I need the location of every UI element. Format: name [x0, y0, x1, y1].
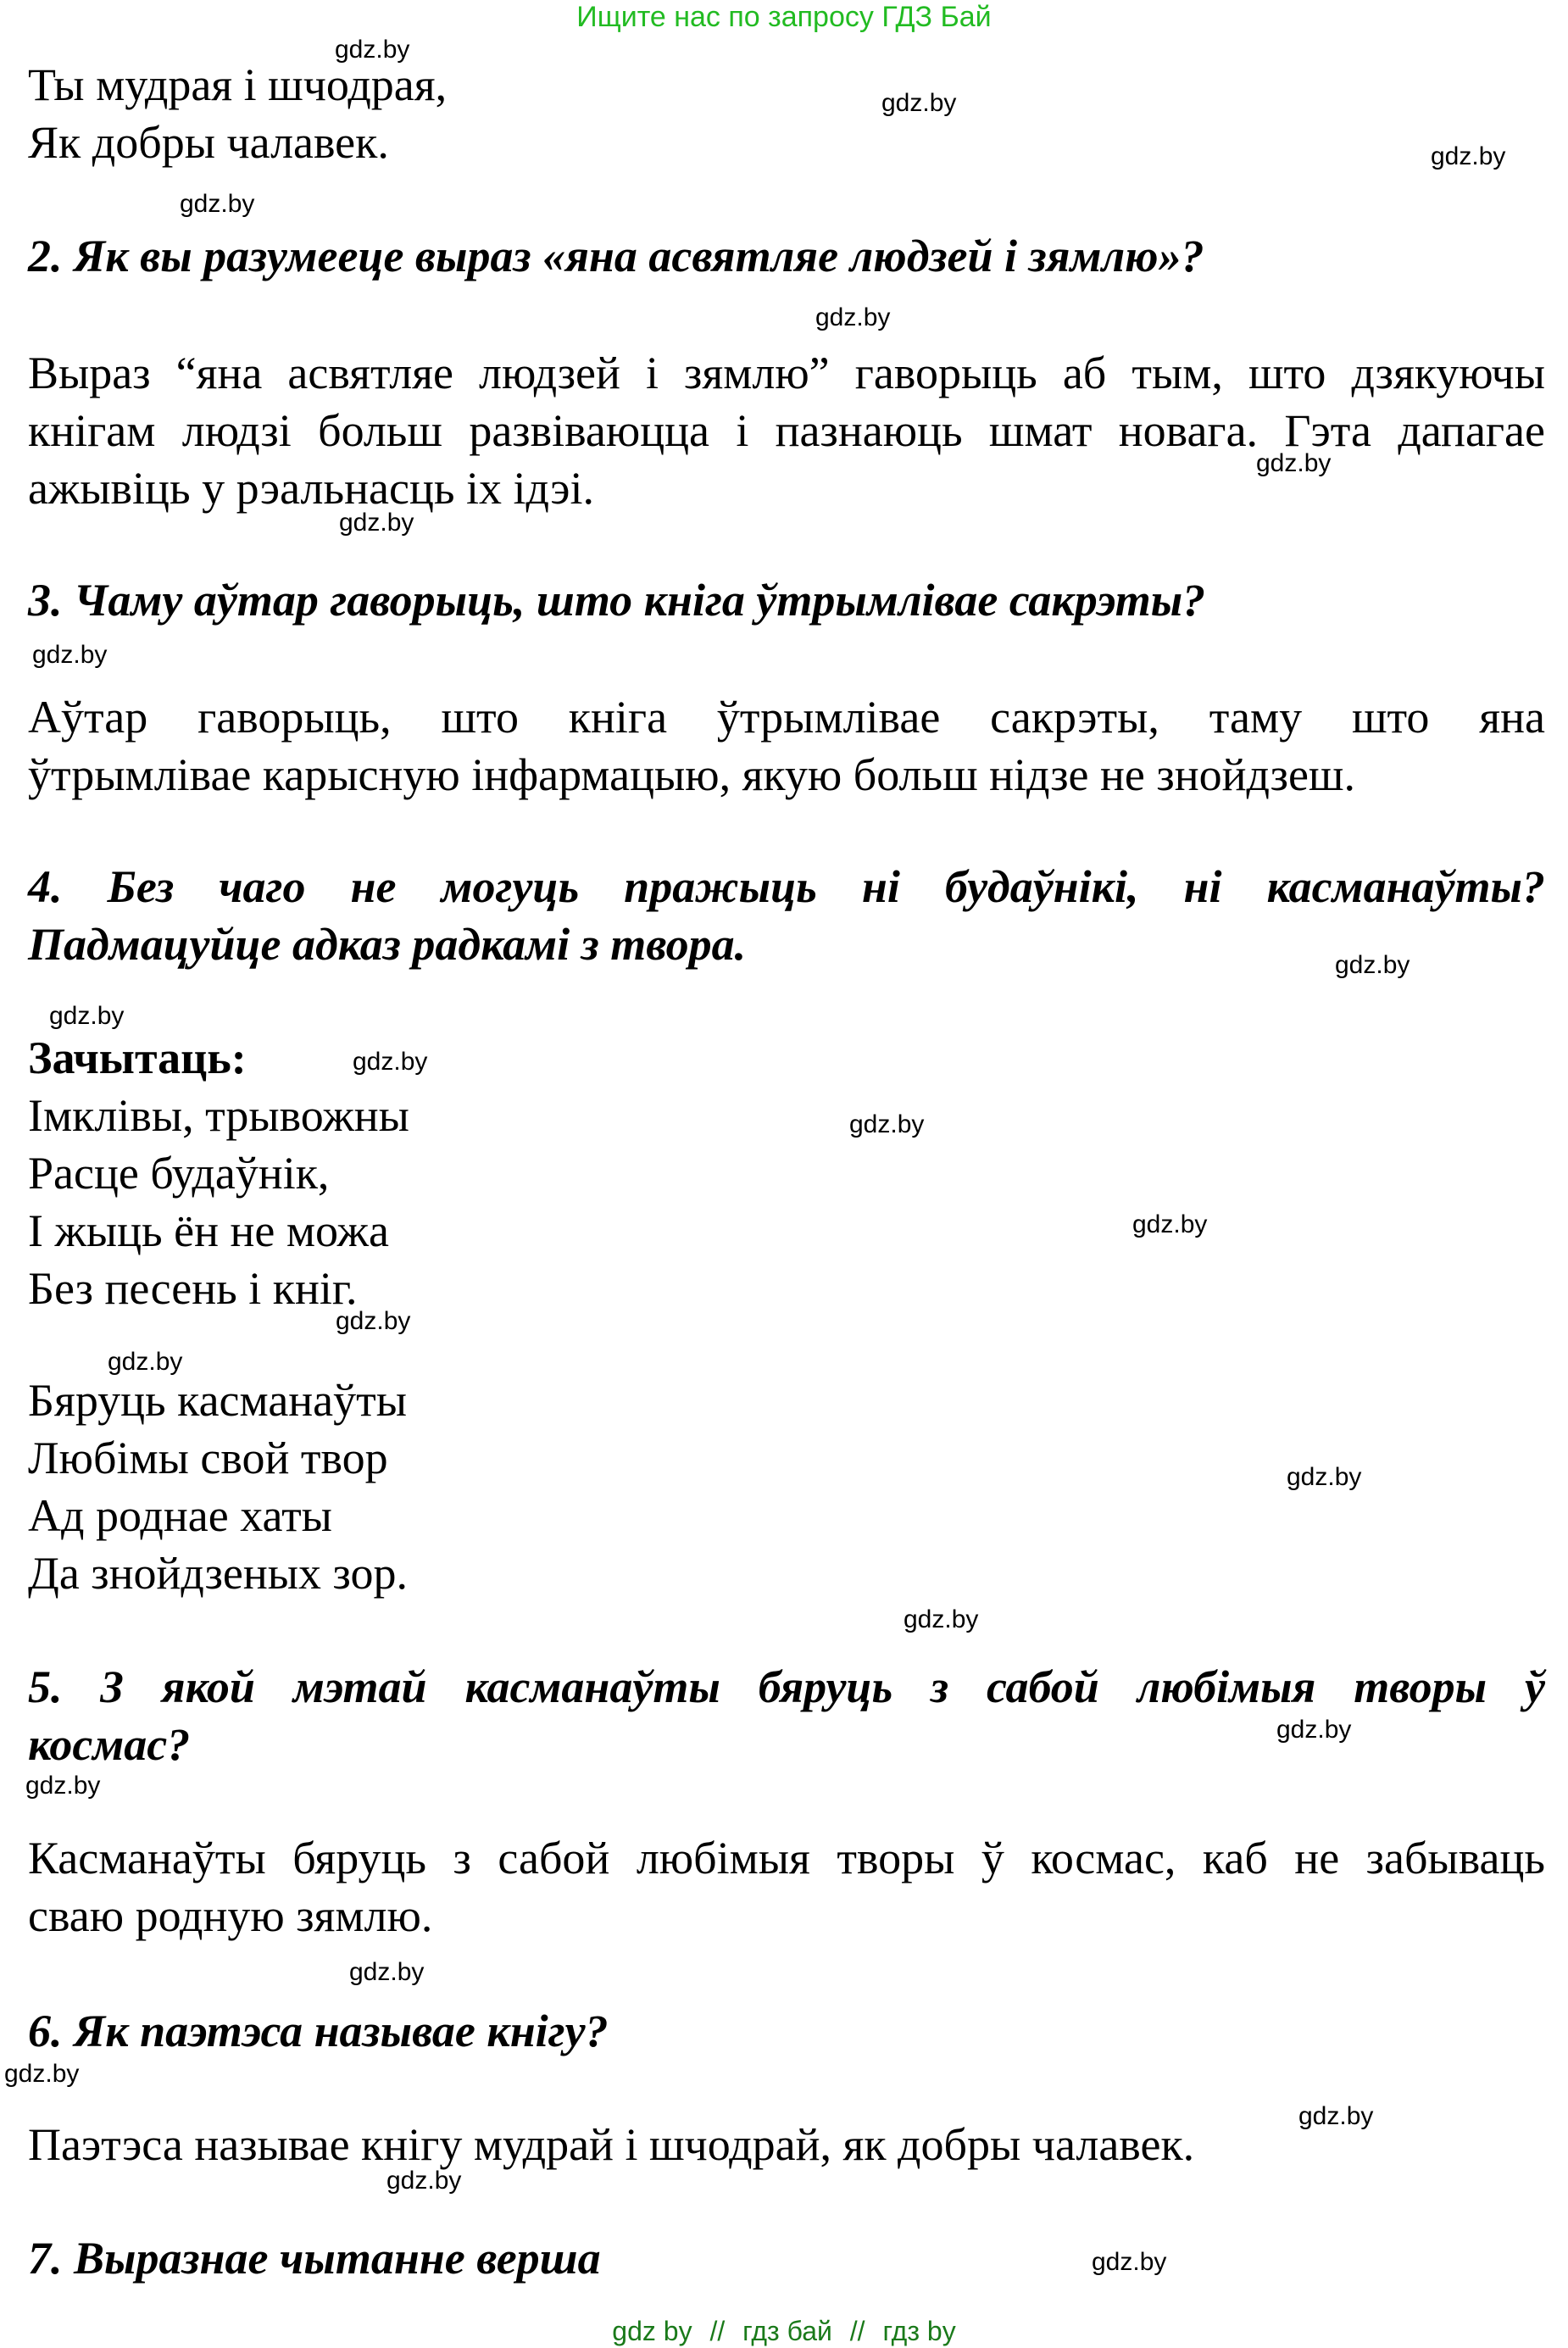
watermark: gdz.by	[180, 190, 255, 218]
answer-3	[28, 688, 1545, 804]
watermark: gdz.by	[815, 303, 891, 331]
watermark: gdz.by	[49, 1002, 125, 1030]
poem-line: Расце будаўнік,	[28, 1148, 330, 1199]
answer-line: сваю родную зямлю.	[28, 1890, 433, 1941]
poem-line: Ты мудрая і шчодрая,	[28, 59, 448, 110]
watermark: gdz.by	[1132, 1210, 1208, 1238]
answer-line: ўтрымлівае карысную інфармацыю, якую больш нідзе не знойдзеш.	[28, 749, 1355, 800]
poem-line: Любімы свой твор	[28, 1433, 388, 1483]
question-2: 2. Як вы разумееце выраз «яна асвятляе людзей і зямлю»?	[28, 231, 1204, 281]
poem-line: Бяруць касманаўты	[28, 1375, 408, 1426]
answer-line: Аўтар гаворыць, што кніга ўтрымлівае сакрэты, таму што яна	[28, 692, 1545, 743]
watermark: gdz.by	[849, 1110, 925, 1138]
watermark: gdz.by	[1431, 142, 1506, 170]
read-label: Зачытаць:	[28, 1032, 247, 1083]
watermark: gdz.by	[1256, 449, 1332, 477]
watermark: gdz.by	[25, 1772, 101, 1800]
question-line: 4. Без чаго не могуць пражыць ні будаўнікі, ні касманаўты?	[28, 861, 1545, 912]
watermark: gdz.by	[1287, 1463, 1362, 1491]
footer-link-gdz-by-2[interactable]: гдз by	[882, 2316, 956, 2346]
question-line: 5. З якой мэтай касманаўты бяруць з сабой любімыя творы ў	[28, 1661, 1545, 1712]
watermark: gdz.by	[335, 36, 410, 64]
watermark: gdz.by	[4, 2060, 80, 2088]
question-line: Падмацуйце адказ радкамі з твора.	[28, 919, 747, 970]
answer-5	[28, 1829, 1545, 1945]
watermark: gdz.by	[108, 1348, 183, 1376]
search-hint-link[interactable]: Ищите нас по запросу ГДЗ Бай	[576, 1, 992, 33]
answer-line: Касманаўты бяруць з сабой любімыя творы ў космас, каб не забываць	[28, 1833, 1545, 1883]
answer-2	[28, 344, 1545, 517]
answer-line: кнігам людзі больш развіваюцца і пазнаюць шмат новага. Гэта дапагае	[28, 405, 1545, 456]
watermark: gdz.by	[339, 509, 414, 537]
watermark: gdz.by	[881, 89, 957, 117]
answer-line: Выраз “яна асвятляе людзей і зямлю” гаворыць аб тым, што дзякуючы	[28, 348, 1545, 398]
question-4	[28, 858, 1545, 973]
watermark: gdz.by	[349, 1958, 425, 1986]
watermark: gdz.by	[32, 641, 108, 669]
poem-line: Без песень і кніг.	[28, 1263, 358, 1314]
footer-link-gdz-by[interactable]: gdz by	[612, 2316, 692, 2346]
question-6: 6. Як паэтэса называе кнігу?	[28, 2006, 609, 2056]
footer-links	[0, 2314, 1568, 2348]
question-7: 7. Выразнае чытанне верша	[28, 2233, 601, 2284]
answer-line: ажывіць у рэальнасць іх ідэі.	[28, 463, 594, 514]
poem-line: Як добры чалавек.	[28, 117, 389, 168]
footer-link-gdz-bai[interactable]: гдз бай	[742, 2316, 832, 2346]
answer-6: Паэтэса называе кнігу мудрай і шчодрай, як добры чалавек.	[28, 2119, 1195, 2170]
footer-separator: //	[709, 2316, 726, 2346]
poem-line: І жыць ён не можа	[28, 1205, 389, 1256]
watermark: gdz.by	[336, 1307, 411, 1335]
question-line: космас?	[28, 1719, 191, 1770]
question-3: 3. Чаму аўтар гаворыць, што кніга ўтрымлівае сакрэты?	[28, 575, 1206, 626]
watermark: gdz.by	[1335, 951, 1410, 979]
watermark: gdz.by	[386, 2167, 462, 2195]
poem-line: Ад роднае хаты	[28, 1490, 332, 1541]
poem-line: Да знойдзеных зор.	[28, 1548, 409, 1599]
question-5	[28, 1658, 1545, 1773]
watermark: gdz.by	[353, 1048, 428, 1076]
watermark: gdz.by	[1298, 2102, 1374, 2130]
watermark: gdz.by	[1092, 2248, 1167, 2276]
footer-separator: //	[849, 2316, 865, 2346]
watermark: gdz.by	[904, 1605, 979, 1633]
watermark: gdz.by	[1276, 1716, 1352, 1744]
poem-line: Імклівы, трывожны	[28, 1090, 409, 1141]
